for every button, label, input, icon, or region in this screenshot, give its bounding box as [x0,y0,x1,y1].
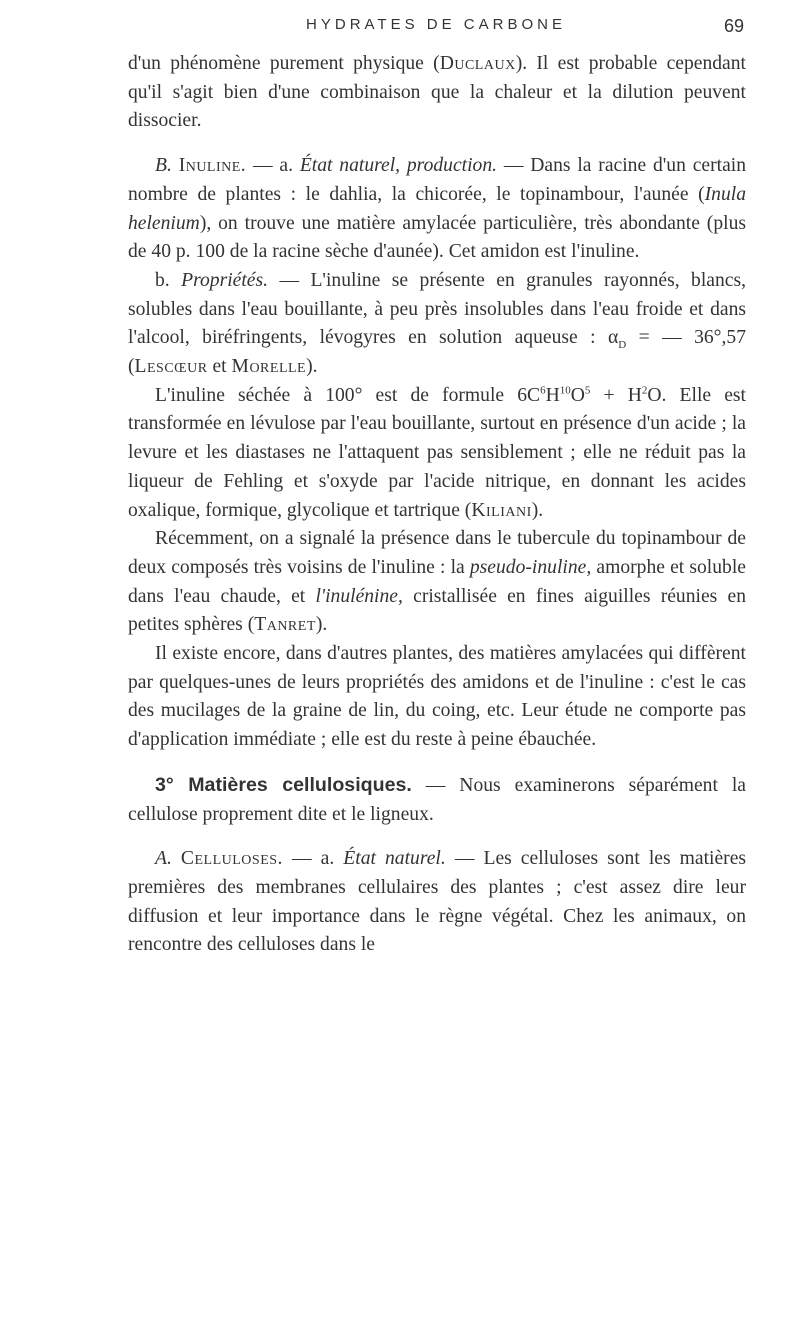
text-run: L'inuline séchée à 100° est de formule 6C [155,384,541,406]
author-name: Kiliani [471,499,532,521]
section-cellulosiques [128,771,746,829]
text-run: — Nous examinerons séparément la cellulose proprement dite et le ligneux. [128,774,746,825]
section-label: A. [155,848,181,870]
running-title: HYDRATES DE CARBONE [306,16,566,33]
text-run: amorphe et soluble dans l'eau chaude, et [128,556,746,607]
superscript: 6 [540,384,546,397]
author-name: Duclaux [439,53,516,74]
paragraph-properties [128,267,746,382]
text-run: et [207,356,232,378]
text-run: — a. [246,155,300,177]
term: l'inulénine, [315,585,403,607]
text-run: = — 36°,57 ( [128,327,746,378]
term: pseudo-inuline, [469,556,592,578]
text-run: Récemment, on a signalé la présence dans le tubercule du topinambour de deux composés très voisins de l'inuline : la [128,528,746,578]
text-run: — L'inuline se présente en granules rayonnés, blancs, solubles dans l'eau bouillante, à peu près insolubles dans l'eau froide et dans l'alcool, biréfringents, lévogyres en solution aqueuse : α [128,269,746,349]
section-heading: Inuline. [178,155,247,177]
text-run: — Dans la racine d'un certain nombre de plantes : le dahlia, la chicorée, le topinambour, l'aunée ( [128,155,747,205]
superscript: 2 [641,384,648,397]
page-number: 69 [723,16,744,36]
section-celluloses [128,845,746,960]
text-run: ). Il est probable cependant qu'il s'agit bien d'une combinaison que la chaleur et la dilution peuvent dissocier. [128,53,746,132]
superscript: 5 [584,384,591,397]
text-run: H [545,384,560,406]
section-heading: Celluloses. [180,848,283,870]
text-run: ). [531,499,544,521]
section-label: B. [155,155,179,177]
author-name: Lescœur [134,356,208,378]
paragraph-formula [128,382,746,526]
author-name: Tanret [254,614,316,636]
paragraph-pseudo-inuline [128,525,746,640]
text-run: ), on trouve une matière amylacée particulière, très abondante (plus de 40 p. 100 de la racine sèche d'aunée). Cet amidon est l'inuline. [128,212,746,263]
subheading: Propriétés. [181,269,269,291]
text-run: d'un phénomène purement physique ( [128,53,440,74]
section-number: 3° [155,773,189,796]
text-run: — a. [282,848,344,870]
paragraph-mucilages [128,640,746,755]
author-name: Morelle [231,356,307,378]
body-text [128,50,746,960]
superscript: 10 [559,384,571,397]
text-run: + H [590,384,642,406]
text-run: ). [306,356,318,378]
text-run: O [570,384,585,406]
latin-name: Inula helenium [128,183,746,234]
text-run: O. Elle est transformée en lévulose par l'eau bouillante, surtout en présence d'un acide ; la levure et les diastases ne l'attaquent pas sensiblement ; elle ne réduit pas la liqueur de Fehling et s'oxyde par l'acide nitrique, en donnant les acides oxalique, formique, glycolique et tartrique ( [128,384,746,521]
subheading: État naturel, production. [299,155,498,177]
text-run: cristallisée en fines aiguilles réunies en petites sphères ( [128,585,746,636]
paragraph-continuation [128,50,746,136]
section-inuline [128,152,746,267]
text-run: — Les celluloses sont les matières premières des membranes cellulaires des plantes ; c'est assez dire leur diffusion et leur importance dans le règne végétal. Chez les animaux, on rencontre des celluloses dans le [128,848,747,956]
subscript: D [618,339,627,352]
subheading: État naturel. [343,848,446,870]
section-heading: Matières cellulosiques. [188,773,412,796]
text-run: Il existe encore, dans d'autres plantes, des matières amylacées qui diffèrent par quelques-unes de leurs propriétés des amidons et de l'inuline : c'est le cas des mucilages de la graine de lin, du coing, etc. Leur étude ne comporte pas d'application immédiate ; elle est du reste à peine ébauchée. [128,643,746,751]
text-run: ). [315,614,328,636]
page-header [128,16,744,40]
text-run: b. [155,269,182,291]
